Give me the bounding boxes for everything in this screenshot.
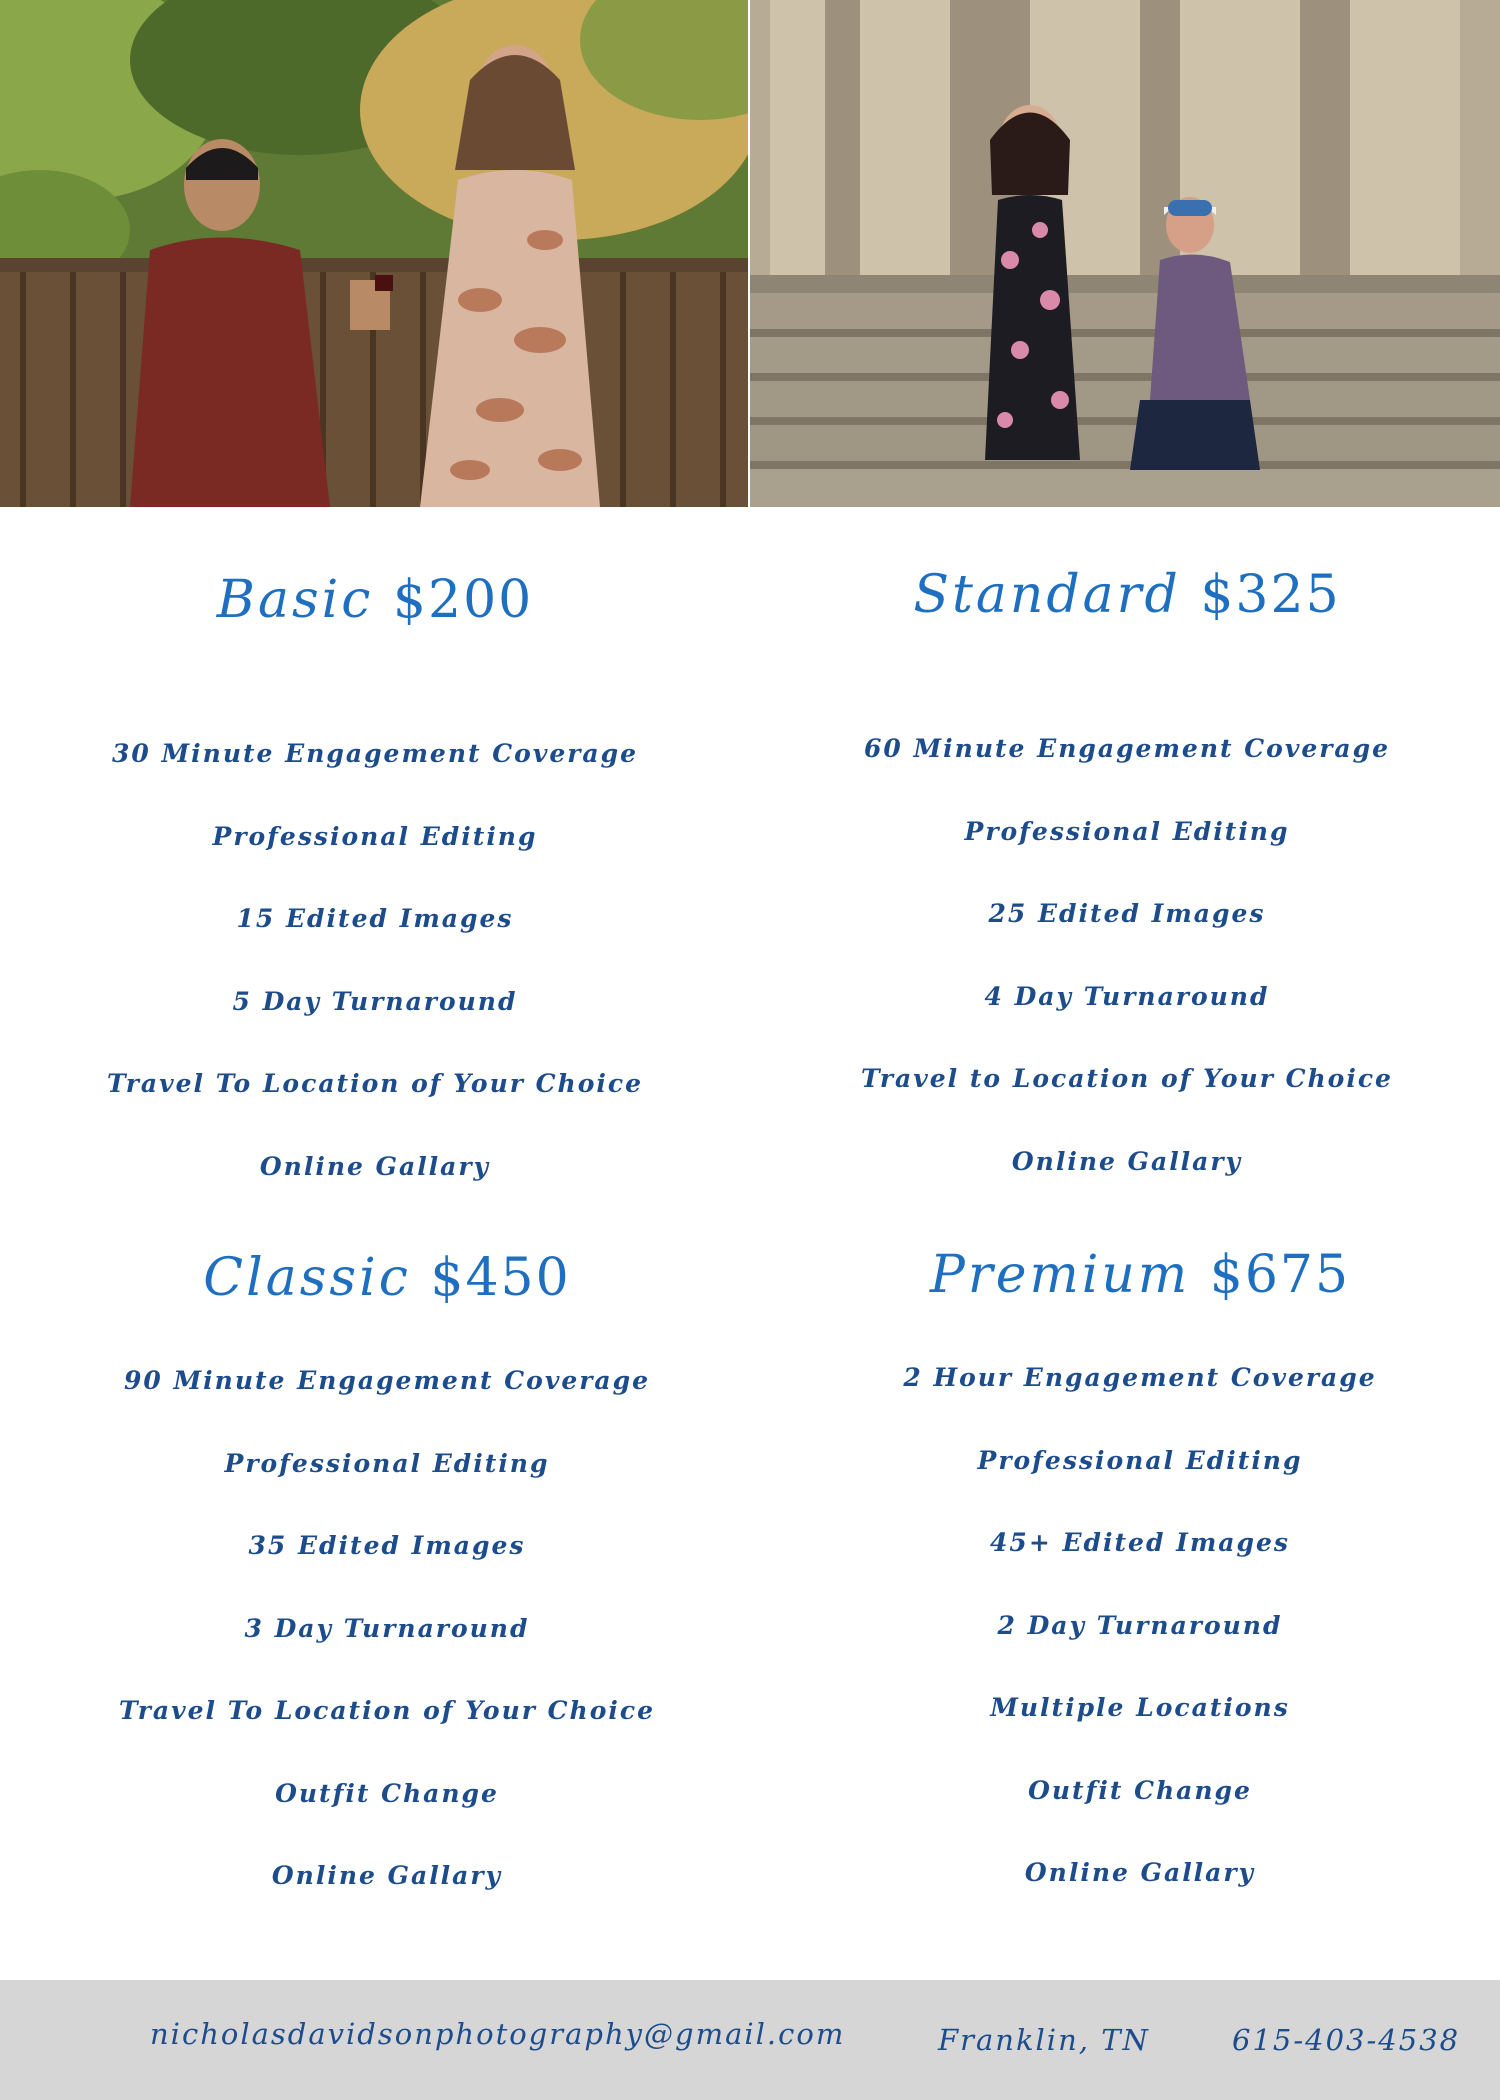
feature-item: Online Gallary <box>1024 1858 1256 1887</box>
feature-item: Professional Editing <box>964 816 1290 846</box>
feature-item: 60 Minute Engagement Coverage <box>863 734 1391 763</box>
package-basic <box>25 565 725 1208</box>
package-basic-title <box>25 565 725 635</box>
feature-item: Professional Editing <box>212 821 538 851</box>
feature-item: 15 Edited Images <box>236 904 514 933</box>
feature-item: Outfit Change <box>275 1778 499 1808</box>
feature-item: 3 Day Turnaround <box>244 1613 530 1643</box>
package-standard-title <box>777 560 1477 630</box>
feature-item: Professional Editing <box>224 1448 550 1478</box>
package-classic-title <box>37 1243 737 1313</box>
package-classic-price: $450 <box>430 1248 571 1308</box>
feature-item: Outfit Change <box>1028 1775 1252 1805</box>
contact-footer <box>0 1980 1500 2100</box>
feature-item: 2 Day Turnaround <box>997 1610 1283 1640</box>
package-classic <box>37 1243 737 1918</box>
package-standard-price: $325 <box>1200 565 1341 625</box>
package-premium-title <box>790 1240 1490 1310</box>
package-standard-features <box>777 708 1477 1203</box>
package-premium-name: Premium <box>929 1245 1191 1305</box>
package-classic-features <box>37 1340 737 1918</box>
package-standard <box>777 560 1477 1203</box>
package-premium <box>790 1240 1490 1915</box>
feature-item: Online Gallary <box>1011 1146 1243 1176</box>
feature-item: 5 Day Turnaround <box>232 986 518 1016</box>
feature-item: Travel To Location of Your Choice <box>106 1069 644 1098</box>
feature-item: Travel to Location of Your Choice <box>861 1064 1393 1093</box>
outdoor-proposal-photo <box>0 0 748 507</box>
hero-photos <box>0 0 1500 507</box>
feature-item: 2 Hour Engagement Coverage <box>903 1363 1377 1392</box>
feature-item: Professional Editing <box>977 1445 1303 1475</box>
feature-item: 35 Edited Images <box>248 1531 526 1560</box>
package-basic-features <box>25 713 725 1208</box>
feature-item: 45+ Edited Images <box>990 1528 1290 1557</box>
package-standard-name: Standard <box>913 565 1181 625</box>
package-classic-name: Classic <box>203 1248 411 1308</box>
footer-email[interactable]: nicholasdavidsonphotography@gmail.com <box>150 2017 846 2051</box>
footer-phone[interactable]: 615-403-4538 <box>1232 2023 1461 2057</box>
package-basic-price: $200 <box>392 570 534 630</box>
footer-city: Franklin, TN <box>938 2023 1150 2057</box>
package-basic-name: Basic <box>216 570 374 630</box>
feature-item: Online Gallary <box>259 1151 491 1181</box>
feature-item: Travel To Location of Your Choice <box>118 1696 656 1725</box>
column-steps-proposal-photo <box>750 0 1500 507</box>
feature-item: Multiple Locations <box>990 1693 1290 1722</box>
feature-item: 90 Minute Engagement Coverage <box>123 1366 651 1395</box>
feature-item: Online Gallary <box>271 1861 503 1890</box>
package-premium-price: $675 <box>1209 1245 1351 1305</box>
feature-item: 25 Edited Images <box>988 899 1266 928</box>
feature-item: 4 Day Turnaround <box>984 981 1270 1011</box>
package-premium-features <box>790 1337 1490 1915</box>
feature-item: 30 Minute Engagement Coverage <box>111 739 639 768</box>
